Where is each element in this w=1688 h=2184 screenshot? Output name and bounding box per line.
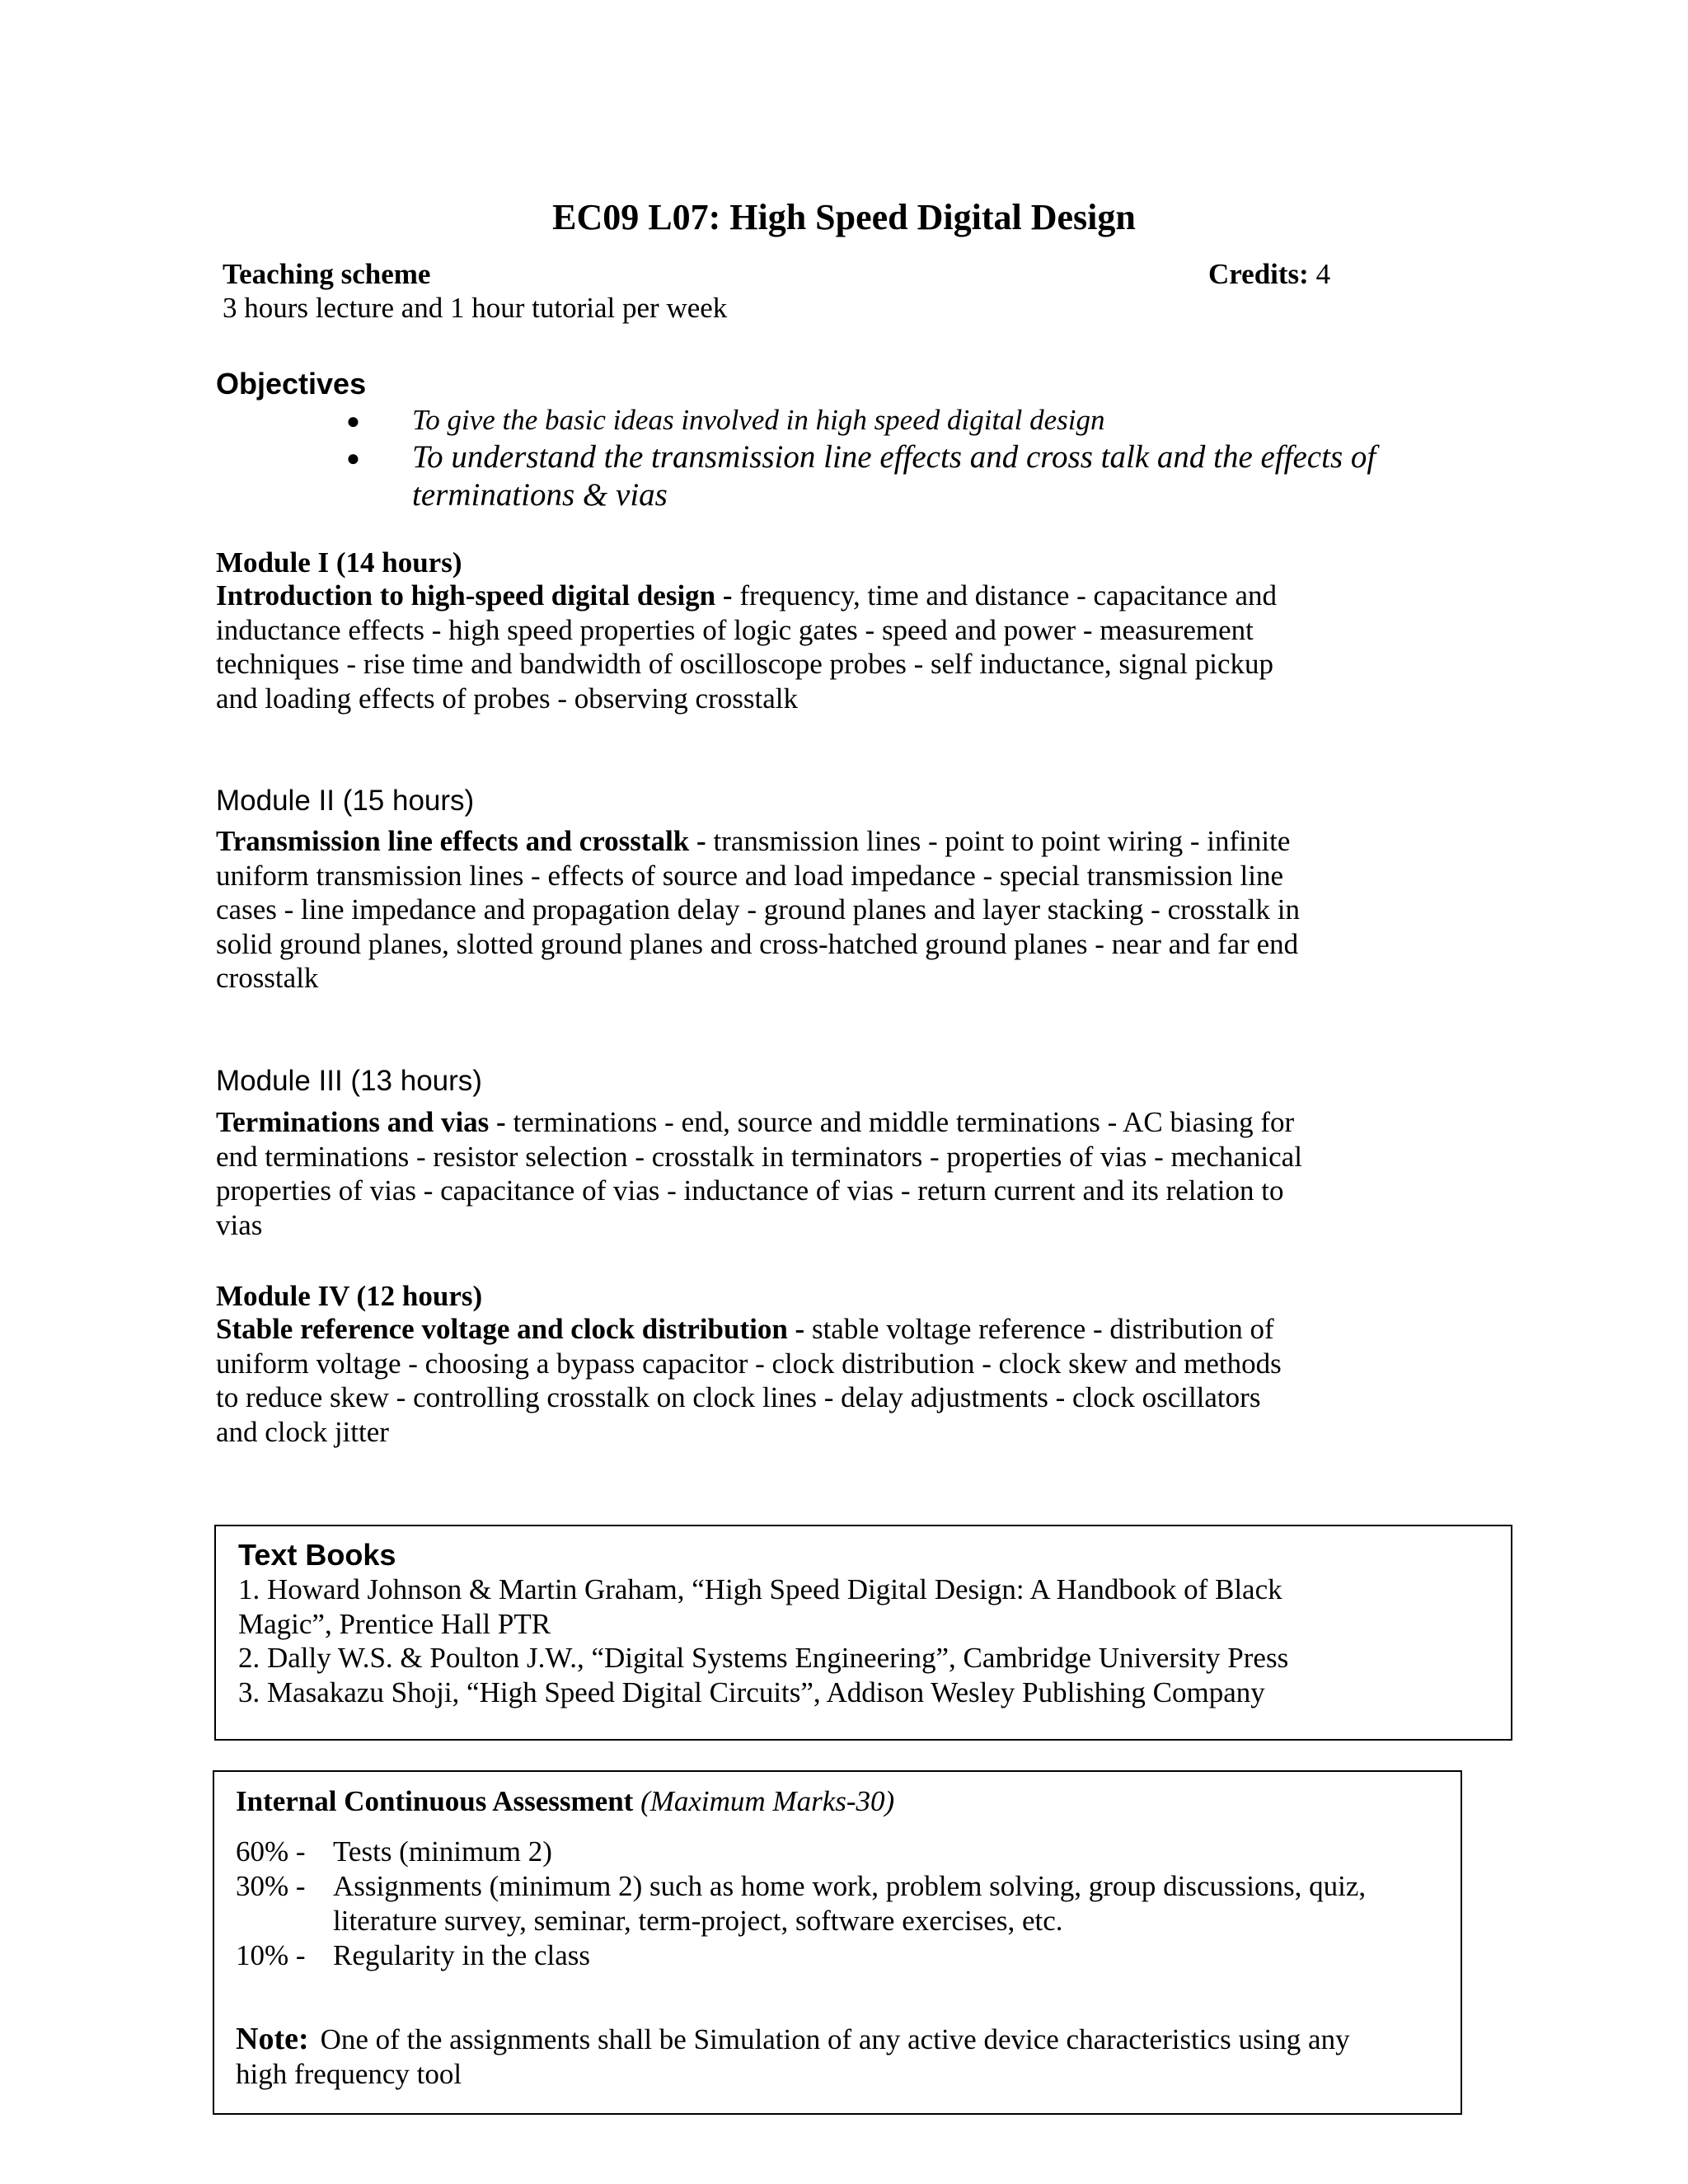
- objective-item: To understand the transmission line effects and cross talk and the effects of: [412, 439, 1376, 475]
- note-text: One of the assignments shall be Simulation of any active device characteristics using any: [320, 2023, 1350, 2055]
- assessment-text: Regularity in the class: [333, 1939, 591, 1971]
- note-label: Note:: [236, 2022, 309, 2056]
- module-topic: Stable reference voltage and clock distribution -: [216, 1313, 805, 1345]
- bullet-icon: ●: [346, 408, 360, 434]
- teaching-scheme-label: Teaching scheme: [223, 258, 431, 290]
- module-topic: Terminations and vias -: [216, 1106, 506, 1138]
- textbooks-box: [214, 1525, 1512, 1741]
- module-line: cases - line impedance and propagation delay - ground planes and layer stacking - crosstalk in: [216, 893, 1300, 926]
- module-line: techniques - rise time and bandwidth of oscilloscope probes - self inductance, signal pickup: [216, 648, 1273, 680]
- textbooks-list: [238, 1572, 1288, 1709]
- assessment-note: [236, 2021, 1350, 2057]
- module-body: [216, 1105, 1370, 1242]
- page-title: EC09 L07: High Speed Digital Design: [552, 197, 1136, 237]
- module-line: transmission lines - point to point wiring - infinite: [706, 825, 1291, 857]
- module-body: [216, 824, 1370, 996]
- module-line: properties of vias - capacitance of vias - inductance of vias - return current and its relation to: [216, 1174, 1284, 1207]
- module-heading: Module IV (12 hours): [216, 1280, 483, 1312]
- module-heading: Module III (13 hours): [216, 1065, 482, 1097]
- assessment-heading: Internal Continuous Assessment: [236, 1785, 634, 1817]
- assessment-text: Tests (minimum 2): [333, 1835, 552, 1868]
- module-line: and loading effects of probes - observing crosstalk: [216, 682, 798, 715]
- module-topic: Introduction to high-speed digital design -: [216, 579, 733, 612]
- module-line: stable voltage reference - distribution of: [804, 1313, 1274, 1345]
- module-line: solid ground planes, slotted ground planes and cross-hatched ground planes - near and far end: [216, 927, 1299, 960]
- textbooks-heading: Text Books: [238, 1538, 396, 1572]
- textbook-entry: 2. Dally W.S. & Poulton J.W., “Digital Systems Engineering”, Cambridge University Press: [238, 1642, 1289, 1674]
- module-topic: Transmission line effects and crosstalk -: [216, 825, 706, 857]
- credits-value: 4: [1315, 258, 1331, 290]
- objective-item-cont: terminations & vias: [412, 477, 668, 513]
- module-line: uniform transmission lines - effects of source and load impedance - special transmission line: [216, 859, 1283, 892]
- assessment-pct: 60% -: [236, 1835, 306, 1868]
- assessment-text: Assignments (minimum 2) such as home work, problem solving, group discussions, quiz,: [333, 1870, 1367, 1902]
- note-text-cont: high frequency tool: [236, 2058, 462, 2090]
- module-line: uniform voltage - choosing a bypass capacitor - clock distribution - clock skew and methods: [216, 1347, 1282, 1380]
- bullet-icon: ●: [346, 445, 360, 471]
- assessment-pct: 30% -: [236, 1870, 306, 1902]
- assessment-header: [236, 1785, 894, 1818]
- credits-label: Credits:: [1208, 258, 1309, 290]
- assessment-max-marks: (Maximum Marks-30): [640, 1785, 895, 1817]
- module-line: and clock jitter: [216, 1415, 389, 1448]
- textbook-entry: 1. Howard Johnson & Martin Graham, “High Speed Digital Design: A Handbook of Black: [238, 1573, 1282, 1605]
- textbook-entry-cont: Magic”, Prentice Hall PTR: [238, 1607, 551, 1640]
- objective-item: To give the basic ideas involved in high speed digital design: [412, 404, 1105, 436]
- module-line: inductance effects - high speed properties of logic gates - speed and power - measurement: [216, 613, 1254, 646]
- assessment-box: [213, 1770, 1462, 2115]
- credits: [1208, 257, 1330, 292]
- module-body: [216, 1312, 1370, 1449]
- objectives-heading: Objectives: [216, 367, 367, 401]
- module-line: frequency, time and distance - capacitance and: [732, 579, 1277, 612]
- module-body: [216, 579, 1370, 715]
- assessment-pct: 10% -: [236, 1939, 306, 1971]
- textbook-entry: 3. Masakazu Shoji, “High Speed Digital Circuits”, Addison Wesley Publishing Company: [238, 1675, 1265, 1708]
- assessment-text-cont: literature survey, seminar, term-project, software exercises, etc.: [333, 1905, 1063, 1937]
- module-heading: Module II (15 hours): [216, 785, 475, 817]
- module-heading: Module I (14 hours): [216, 546, 462, 579]
- module-line: terminations - end, source and middle terminations - AC biasing for: [505, 1106, 1295, 1138]
- module-line: crosstalk: [216, 962, 319, 994]
- module-line: vias: [216, 1208, 263, 1241]
- module-line: end terminations - resistor selection - crosstalk in terminators - properties of vias - mechanical: [216, 1140, 1302, 1173]
- module-line: to reduce skew - controlling crosstalk on clock lines - delay adjustments - clock oscillators: [216, 1381, 1261, 1413]
- teaching-hours: 3 hours lecture and 1 hour tutorial per week: [223, 292, 728, 324]
